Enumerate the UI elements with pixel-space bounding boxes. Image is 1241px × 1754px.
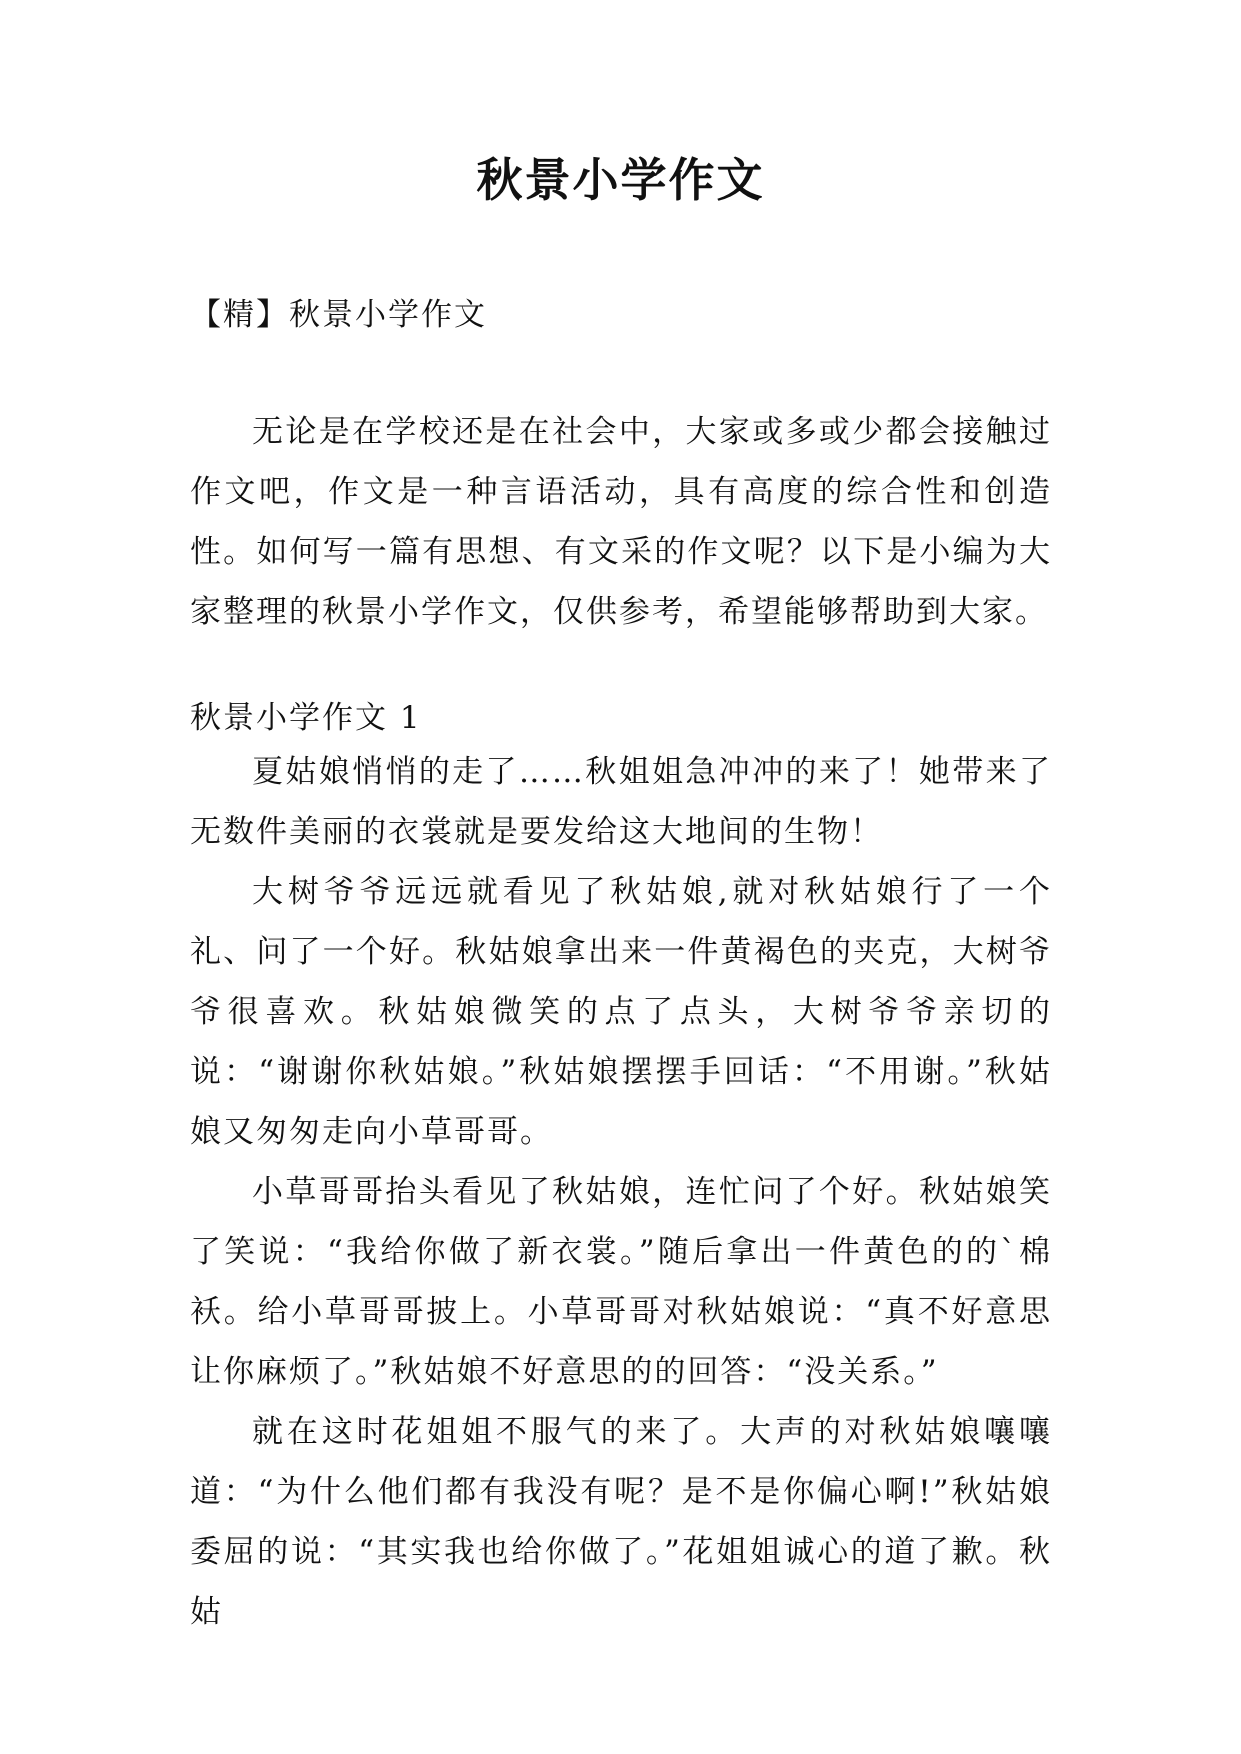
essay-paragraph-2: 大树爷爷远远就看见了秋姑娘,就对秋姑娘行了一个礼、问了一个好。秋姑娘拿出来一件黄褐色的夹克，大树爷爷很喜欢。秋姑娘微笑的点了点头，大树爷爷亲切的说：“谢谢你秋姑娘。”秋姑娘摆摆手回话：“不用谢。”秋姑娘又匆匆走向小草哥哥。: [190, 874, 1052, 1150]
essay-body: [190, 742, 1052, 1642]
document-subtitle: 【精】秋景小学作文: [190, 297, 487, 333]
essay-paragraph-3: 小草哥哥抬头看见了秋姑娘，连忙问了个好。秋姑娘笑了笑说：“我给你做了新衣裳。”随后拿出一件黄色的的`棉袄。给小草哥哥披上。小草哥哥对秋姑娘说：“真不好意思让你麻烦了。”秋姑娘不好意思的的回答：“没关系。”: [190, 1174, 1052, 1390]
section-heading: 秋景小学作文 1: [190, 700, 422, 736]
intro-paragraph: 无论是在学校还是在社会中，大家或多或少都会接触过作文吧，作文是一种言语活动，具有高度的综合性和创造性。如何写一篇有思想、有文采的作文呢？以下是小编为大家整理的秋景小学作文，仅供参考，希望能够帮助到大家。: [190, 414, 1052, 630]
intro-section: [190, 402, 1052, 642]
document-title: 秋景小学作文: [476, 153, 765, 207]
essay-paragraph-1: 夏姑娘悄悄的走了……秋姐姐急冲冲的来了！她带来了无数件美丽的衣裳就是要发给这大地间的生物！: [190, 754, 1052, 850]
essay-paragraph-4: 就在这时花姐姐不服气的来了。大声的对秋姑娘嚷嚷道：“为什么他们都有我没有呢？是不是你偏心啊!”秋姑娘委屈的说：“其实我也给你做了。”花姐姐诚心的道了歉。秋姑: [190, 1414, 1052, 1630]
